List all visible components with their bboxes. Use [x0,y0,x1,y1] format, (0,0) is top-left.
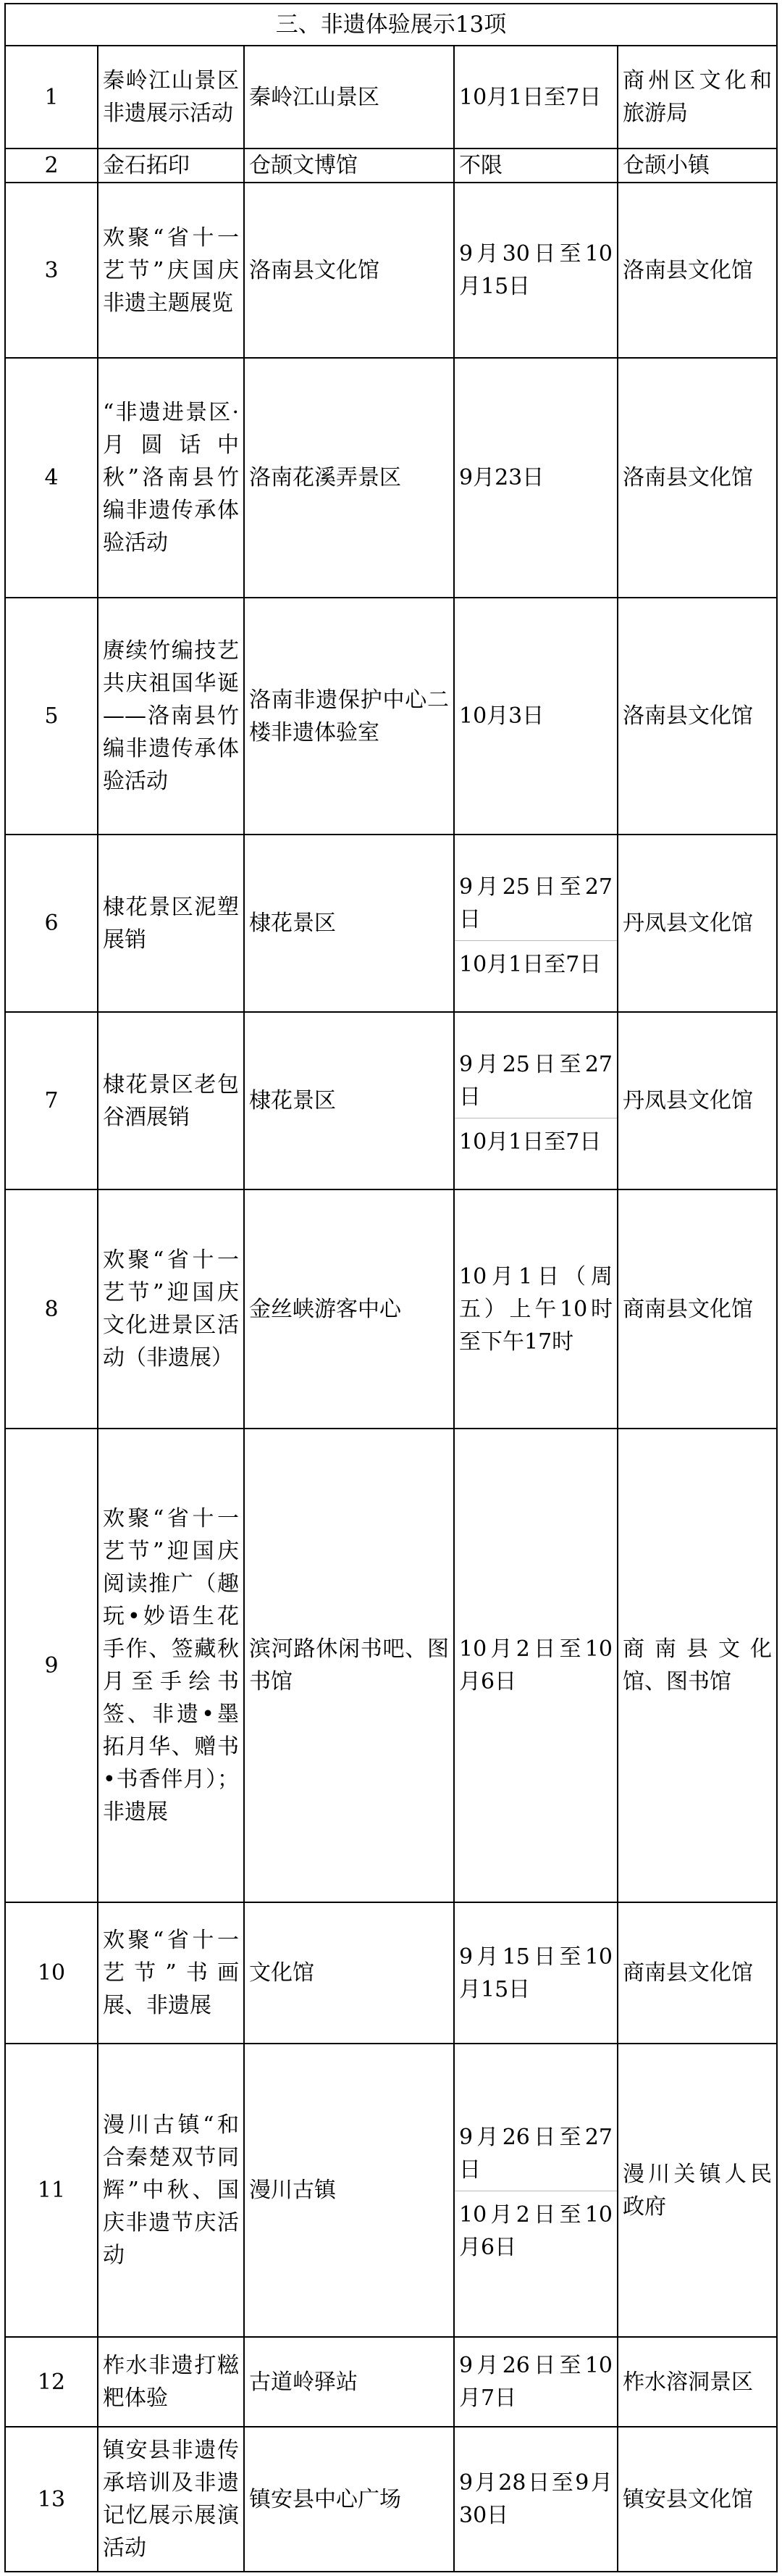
event-name: 金石拓印 [98,149,244,183]
event-organizer: 洛南县文化馆 [618,183,777,358]
event-venue: 洛南花溪弄景区 [244,358,454,598]
event-organizer: 洛南县文化馆 [618,358,777,598]
event-venue: 洛南县文化馆 [244,183,454,358]
event-organizer: 丹凤县文化馆 [618,1012,777,1189]
table-row [5,2044,777,2337]
event-time: 10月3日 [454,598,618,835]
row-number: 12 [5,2337,98,2427]
event-name: 欢聚“省十一艺节”迎国庆阅读推广（趣玩•妙语生花手作、签藏秋月至手绘书签、非遗•墨拓月华、赠书•书香伴月）；非遗展 [98,1429,244,1902]
event-name: “非遗进景区·月圆话中秋”洛南县竹编非遗传承体验活动 [98,358,244,598]
event-organizer: 柞水溶洞景区 [618,2337,777,2427]
event-organizer: 商南县文化馆 [618,1902,777,2044]
event-time [454,835,618,1012]
event-time-segment: 10月1日至7日 [455,940,617,981]
heritage-events-table [4,3,778,2572]
table-row [5,1189,777,1429]
table-row [5,183,777,358]
table-row [5,358,777,598]
event-time: 10月2日至10月6日 [454,1429,618,1902]
table-row [5,1429,777,1902]
table-row [5,598,777,835]
row-number: 7 [5,1012,98,1189]
event-name: 欢聚“省十一艺节”迎国庆文化进景区活动（非遗展） [98,1189,244,1429]
row-number: 13 [5,2427,98,2572]
table-row [5,46,777,149]
table-row [5,1902,777,2044]
event-time-segment: 9月26日至27日 [459,2125,613,2183]
row-number: 11 [5,2044,98,2337]
event-time: 9月30日至10月15日 [454,183,618,358]
event-venue: 棣花景区 [244,835,454,1012]
event-name: 欢聚“省十一艺节”书画展、非遗展 [98,1902,244,2044]
row-number: 10 [5,1902,98,2044]
row-number: 9 [5,1429,98,1902]
table-row [5,149,777,183]
table-title: 三、非遗体验展示13项 [5,4,777,46]
event-venue: 仓颉文博馆 [244,149,454,183]
table-row [5,835,777,1012]
row-number: 5 [5,598,98,835]
event-organizer: 镇安县文化馆 [618,2427,777,2572]
table-title-row [5,4,777,46]
event-time: 不限 [454,149,618,183]
event-time: 9月28日至9月30日 [454,2427,618,2572]
event-venue: 洛南非遗保护中心二楼非遗体验室 [244,598,454,835]
event-time: 9月15日至10月15日 [454,1902,618,2044]
row-number: 1 [5,46,98,149]
event-time: 9月23日 [454,358,618,598]
row-number: 6 [5,835,98,1012]
row-number: 4 [5,358,98,598]
event-time-segment: 10月1日至7日 [455,1118,617,1158]
event-venue: 金丝峡游客中心 [244,1189,454,1429]
event-organizer: 漫川关镇人民政府 [618,2044,777,2337]
event-organizer: 商南县文化馆 [618,1189,777,1429]
event-venue: 棣花景区 [244,1012,454,1189]
event-time [454,1012,618,1189]
row-number: 3 [5,183,98,358]
event-venue: 镇安县中心广场 [244,2427,454,2572]
event-time: 10月1日至7日 [454,46,618,149]
event-organizer: 仓颉小镇 [618,149,777,183]
event-name: 棣花景区老包谷酒展销 [98,1012,244,1189]
event-name: 镇安县非遗传承培训及非遗记忆展示展演活动 [98,2427,244,2572]
event-organizer: 商州区文化和旅游局 [618,46,777,149]
event-time [454,2044,618,2337]
event-time-segment: 9月25日至27日 [459,874,613,932]
event-name: 棣花景区泥塑展销 [98,835,244,1012]
table-row [5,2427,777,2572]
event-organizer: 洛南县文化馆 [618,598,777,835]
event-organizer: 丹凤县文化馆 [618,835,777,1012]
event-time: 9月26日至10月7日 [454,2337,618,2427]
event-venue: 古道岭驿站 [244,2337,454,2427]
event-name: 欢聚“省十一艺节”庆国庆非遗主题展览 [98,183,244,358]
row-number: 2 [5,149,98,183]
event-venue: 秦岭江山景区 [244,46,454,149]
document-page [4,3,776,2572]
event-venue: 滨河路休闲书吧、图书馆 [244,1429,454,1902]
event-venue: 文化馆 [244,1902,454,2044]
event-name: 柞水非遗打糍粑体验 [98,2337,244,2427]
event-name: 漫川古镇“和合秦楚双节同辉”中秋、国庆非遗节庆活动 [98,2044,244,2337]
event-time-segment: 9月25日至27日 [459,1051,613,1110]
table-row [5,2337,777,2427]
event-time-segment: 10月2日至10月6日 [455,2191,617,2264]
table-row [5,1012,777,1189]
event-name: 赓续竹编技艺 共庆祖国华诞——洛南县竹编非遗传承体验活动 [98,598,244,835]
event-time: 10月1日（周五）上午10时至下午17时 [454,1189,618,1429]
event-organizer: 商南县文化馆、图书馆 [618,1429,777,1902]
event-name: 秦岭江山景区非遗展示活动 [98,46,244,149]
row-number: 8 [5,1189,98,1429]
event-venue: 漫川古镇 [244,2044,454,2337]
